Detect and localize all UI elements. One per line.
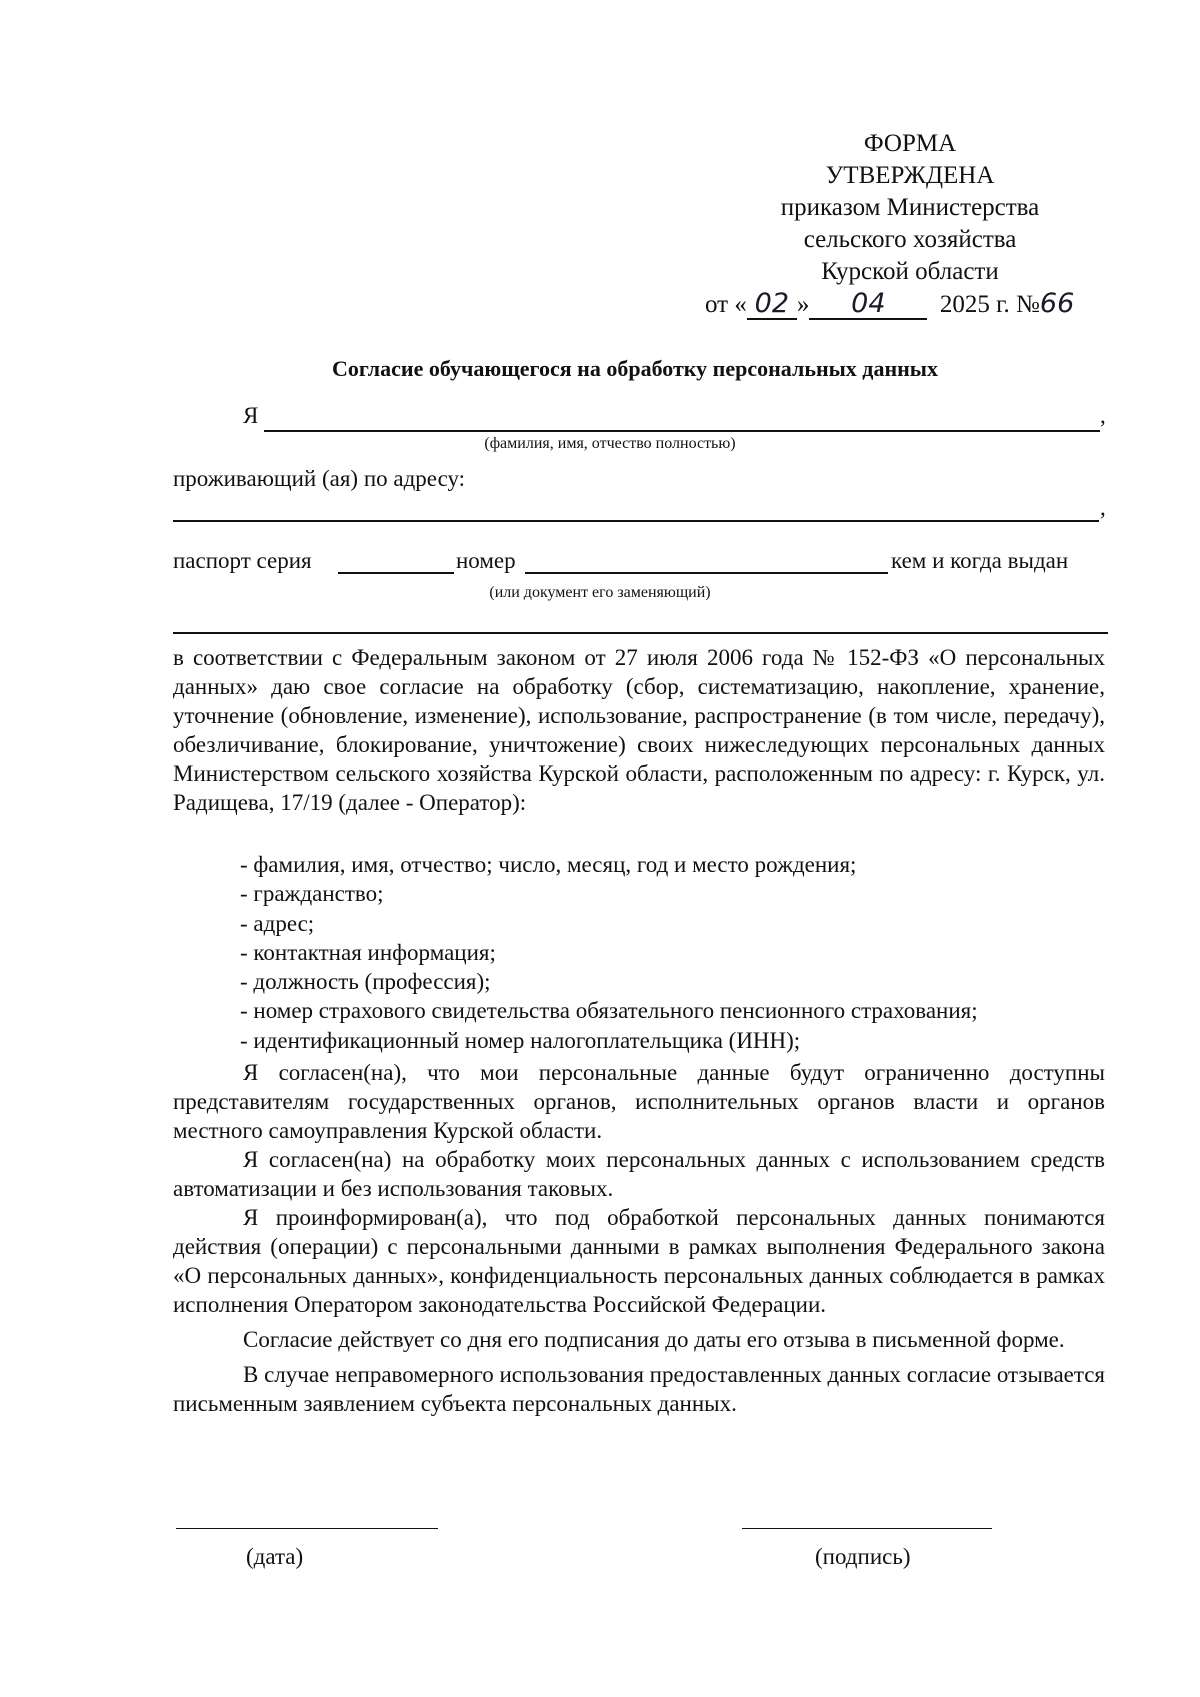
consent-intro (173, 643, 1105, 817)
signature-caption: (подпись) (815, 1544, 911, 1569)
month-handwritten: 04 (851, 288, 886, 319)
issued-label: кем и когда выдан (891, 548, 1069, 573)
passport-number-line (525, 572, 888, 574)
list-item: - должность (профессия); (240, 969, 491, 995)
approval-line: Курской области (821, 258, 999, 285)
name-caption: (фамилия, имя, отчество полностью) (484, 435, 736, 452)
approval-line: приказом Министерства (780, 194, 1040, 221)
passport-series-label: паспорт серия (173, 548, 312, 573)
month-blank (809, 288, 927, 320)
i-label: Я (243, 403, 259, 428)
date-mid: » (796, 291, 810, 318)
address-line (173, 520, 1099, 522)
approval-date (705, 288, 1145, 320)
consent-paragraphs (173, 1058, 1105, 1418)
comma: , (1100, 495, 1106, 520)
paragraph: Я согласен(на), что мои персональные данные будут ограниченно доступны представителям государственных органов, исполнительных органов власти и органов местного самоуправления Курской области. (173, 1060, 1105, 1143)
approval-block (690, 128, 1130, 288)
date-prefix: от « (705, 291, 747, 318)
passport-series-line (338, 572, 454, 574)
name-line (264, 430, 1100, 432)
comma: , (1100, 403, 1106, 428)
list-item: - гражданство; (240, 881, 384, 907)
date-caption: (дата) (246, 1544, 304, 1569)
day-blank (747, 288, 797, 320)
paragraph: Согласие действует со дня его подписания до даты его отзыва в письменной форме. (243, 1327, 1065, 1352)
list-item: - идентификационный номер налогоплательщика (ИНН); (240, 1027, 801, 1053)
order-number-handwritten: 66 (1039, 288, 1075, 319)
approval-line: ФОРМА (863, 130, 957, 157)
approval-line: УТВЕРЖДЕНА (825, 162, 995, 189)
address-label: проживающий (ая) по адресу: (173, 466, 466, 491)
passport-number-label: номер (456, 548, 516, 573)
list-item: - номер страхового свидетельства обязательного пенсионного страхования; (240, 998, 978, 1024)
signature-line (742, 1528, 992, 1529)
intro-paragraph: в соответствии с Федеральным законом от 27 июля 2006 года № 152-ФЗ «О персональных данных» даю свое согласие на обработку (сбор, систематизацию, накопление, хранение, уточнение (обновление, изменение), использование, распространение (в том числе, передачу), обезличивание, блокирование, уничтожение) своих нижеследующих персональных данных Министерством сельского хозяйства Курской области, расположенным по адресу: г. Курск, ул. Радищева, 17/19 (далее - Оператор): (173, 645, 1105, 815)
paragraph: Я согласен(на) на обработку моих персональных данных с использованием средств автоматизации и без использования таковых. (173, 1147, 1105, 1201)
paragraph: В случае неправомерного использования предоставленных данных согласие отзывается письменным заявлением субъекта персональных данных. (173, 1362, 1105, 1416)
personal-data-list (240, 850, 1120, 1055)
day-handwritten: 02 (754, 288, 790, 319)
issued-line (173, 632, 1108, 634)
paragraph: Я проинформирован(а), что под обработкой персональных данных понимаются действия (операции) с персональными данными в рамках выполнения Федерального закона «О персональных данных», конфиденциальность персональных данных соблюдается в рамках исполнения Оператором законодательства Российской Федерации. (173, 1205, 1105, 1317)
document-caption: (или документ его заменяющий) (489, 584, 711, 601)
date-line (176, 1528, 438, 1529)
list-item: - адрес; (240, 910, 315, 936)
list-item: - контактная информация; (240, 939, 496, 965)
list-item: - фамилия, имя, отчество; число, месяц, год и место рождения; (240, 852, 857, 877)
approval-line: сельского хозяйства (803, 226, 1017, 253)
year-text: 2025 г. № (939, 291, 1040, 318)
document-title: Согласие обучающегося на обработку персональных данных (332, 356, 938, 381)
